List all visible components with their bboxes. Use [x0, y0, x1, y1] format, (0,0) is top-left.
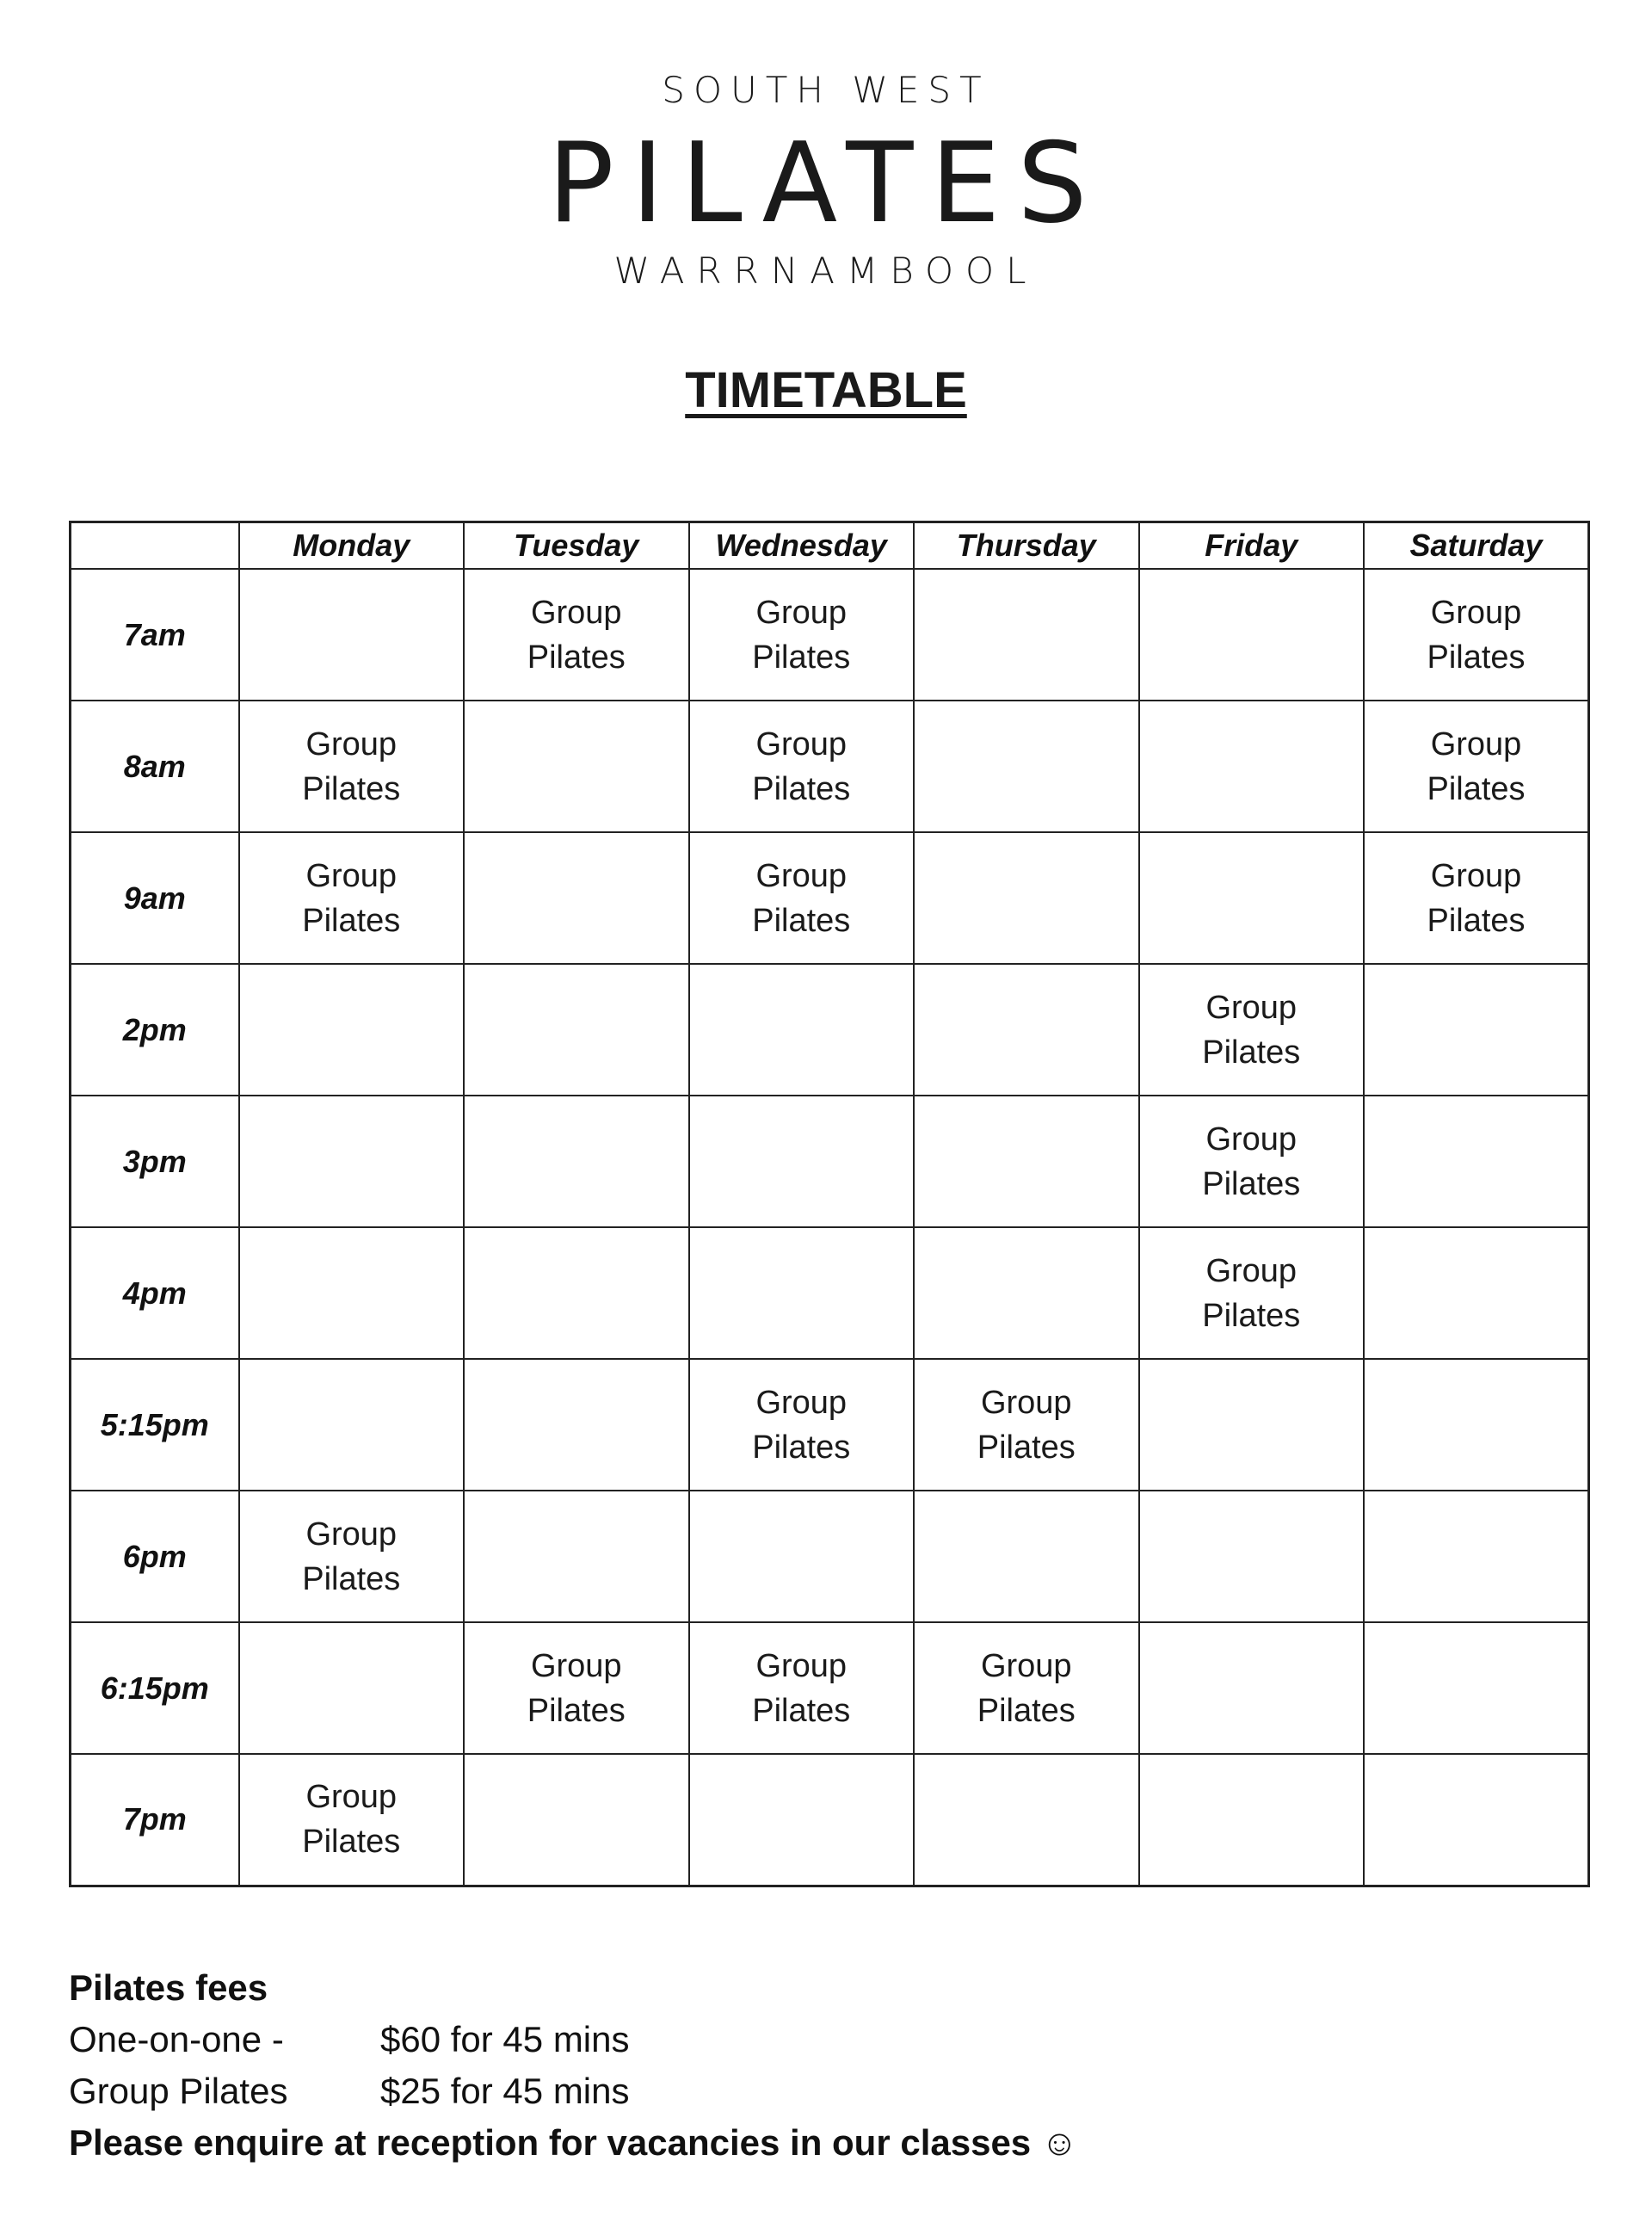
empty-cell [464, 1227, 689, 1359]
empty-cell [914, 1096, 1139, 1227]
brand-top-text: SOUTH WEST [662, 69, 990, 111]
time-label: 9am [71, 832, 239, 964]
empty-cell [239, 1096, 465, 1227]
timetable-row [71, 964, 1589, 1096]
class-name-line: Group [305, 1516, 398, 1553]
class-cell [914, 1359, 1139, 1491]
class-cell [1364, 569, 1589, 701]
class-cell [464, 1622, 689, 1754]
empty-cell [1364, 1096, 1589, 1227]
empty-cell [1364, 1754, 1589, 1886]
class-name-line: Pilates [302, 1560, 401, 1597]
fee-label: Group Pilates [69, 2071, 288, 2111]
fees-heading: Pilates fees [69, 1967, 268, 2008]
empty-cell [914, 964, 1139, 1096]
day-header: Friday [1139, 522, 1365, 570]
class-name-line: Group [980, 1384, 1072, 1421]
empty-cell [239, 569, 465, 701]
empty-cell [689, 1754, 915, 1886]
day-header: Tuesday [464, 522, 689, 570]
class-name-line: Group [1205, 1121, 1298, 1158]
empty-cell [914, 701, 1139, 832]
timetable-row [71, 569, 1589, 701]
class-cell [914, 1622, 1139, 1754]
timetable-header-row [71, 522, 1589, 570]
empty-cell [1139, 1359, 1365, 1491]
empty-cell [914, 1227, 1139, 1359]
class-name-line: Pilates [1202, 1165, 1301, 1202]
empty-cell [689, 1227, 915, 1359]
class-name-line: Group [1430, 725, 1522, 762]
timetable [69, 521, 1590, 1887]
empty-cell [1139, 832, 1365, 964]
empty-cell [1139, 1491, 1365, 1622]
class-cell [239, 1491, 465, 1622]
fees-note: Please enquire at reception for vacancies in our classes ☺ [69, 2122, 1078, 2163]
empty-cell [1139, 701, 1365, 832]
class-name-line: Pilates [1202, 1297, 1301, 1334]
time-label: 2pm [71, 964, 239, 1096]
time-label: 3pm [71, 1096, 239, 1227]
fee-row [69, 2014, 1532, 2065]
class-cell [239, 832, 465, 964]
class-name-line: Group [305, 1779, 398, 1816]
fee-row [69, 2065, 1532, 2117]
timetable-row [71, 1754, 1589, 1886]
empty-cell [464, 701, 689, 832]
timetable-row [71, 1491, 1589, 1622]
class-name-line: Group [1430, 857, 1522, 894]
class-cell [689, 1622, 915, 1754]
class-name-line: Pilates [752, 1429, 851, 1466]
class-name-line: Pilates [752, 639, 851, 676]
class-cell [1364, 701, 1589, 832]
fee-price: $60 for 45 mins [380, 2019, 630, 2059]
timetable-row [71, 701, 1589, 832]
class-name-line: Group [1205, 989, 1298, 1026]
timetable-row [71, 1096, 1589, 1227]
class-name-line: Group [755, 594, 848, 631]
class-cell [689, 832, 915, 964]
empty-cell [464, 964, 689, 1096]
empty-cell [464, 1359, 689, 1491]
timetable-row [71, 1622, 1589, 1754]
empty-cell [464, 832, 689, 964]
timetable-body [71, 569, 1589, 1886]
fees-section [69, 1962, 1532, 2169]
class-cell [1364, 832, 1589, 964]
class-cell [239, 701, 465, 832]
class-name-line: Pilates [752, 902, 851, 939]
time-label: 7am [71, 569, 239, 701]
empty-cell [914, 1754, 1139, 1886]
class-cell [1139, 1096, 1365, 1227]
class-name-line: Pilates [977, 1429, 1076, 1466]
class-name-line: Pilates [302, 1824, 401, 1861]
class-name-line: Pilates [527, 1692, 626, 1729]
class-name-line: Group [305, 725, 398, 762]
class-name-line: Group [305, 857, 398, 894]
time-label: 7pm [71, 1754, 239, 1886]
class-name-line: Group [530, 594, 622, 631]
class-name-line: Group [755, 725, 848, 762]
empty-cell [914, 569, 1139, 701]
corner-cell [71, 522, 239, 570]
fee-price: $25 for 45 mins [380, 2071, 630, 2111]
class-cell [1139, 1227, 1365, 1359]
class-name-line: Group [980, 1647, 1072, 1684]
timetable-row [71, 1359, 1589, 1491]
class-name-line: Pilates [302, 770, 401, 807]
empty-cell [689, 964, 915, 1096]
class-name-line: Pilates [527, 639, 626, 676]
empty-cell [239, 1622, 465, 1754]
class-name-line: Pilates [1427, 639, 1526, 676]
class-name-line: Pilates [1427, 902, 1526, 939]
time-label: 6pm [71, 1491, 239, 1622]
class-cell [689, 569, 915, 701]
class-name-line: Pilates [752, 770, 851, 807]
empty-cell [239, 964, 465, 1096]
class-name-line: Pilates [752, 1692, 851, 1729]
day-header: Wednesday [689, 522, 915, 570]
class-name-line: Pilates [1202, 1034, 1301, 1071]
class-name-line: Group [755, 857, 848, 894]
class-name-line: Group [530, 1647, 622, 1684]
empty-cell [914, 832, 1139, 964]
class-cell [689, 1359, 915, 1491]
empty-cell [1364, 1622, 1589, 1754]
day-header: Saturday [1364, 522, 1589, 570]
empty-cell [1364, 964, 1589, 1096]
class-name-line: Group [1205, 1252, 1298, 1289]
class-cell [689, 701, 915, 832]
time-label: 6:15pm [71, 1622, 239, 1754]
empty-cell [1139, 1754, 1365, 1886]
time-label: 4pm [71, 1227, 239, 1359]
day-header: Monday [239, 522, 465, 570]
empty-cell [914, 1491, 1139, 1622]
empty-cell [239, 1359, 465, 1491]
empty-cell [1364, 1227, 1589, 1359]
empty-cell [239, 1227, 465, 1359]
class-name-line: Pilates [302, 902, 401, 939]
class-cell [239, 1754, 465, 1886]
empty-cell [1139, 1622, 1365, 1754]
class-cell [464, 569, 689, 701]
fee-label: One-on-one - [69, 2019, 284, 2059]
time-label: 5:15pm [71, 1359, 239, 1491]
class-name-line: Group [755, 1384, 848, 1421]
class-name-line: Pilates [977, 1692, 1076, 1729]
empty-cell [1139, 569, 1365, 701]
class-cell [1139, 964, 1365, 1096]
empty-cell [464, 1754, 689, 1886]
brand-logo-text: PILATES [547, 120, 1105, 248]
time-label: 8am [71, 701, 239, 832]
class-name-line: Group [1430, 594, 1522, 631]
class-name-line: Group [755, 1647, 848, 1684]
empty-cell [1364, 1359, 1589, 1491]
empty-cell [464, 1491, 689, 1622]
page-title: TIMETABLE [685, 362, 967, 418]
class-name-line: Pilates [1427, 770, 1526, 807]
brand-location-text: WARRNAMBOOL [613, 250, 1039, 292]
empty-cell [689, 1096, 915, 1227]
empty-cell [464, 1096, 689, 1227]
empty-cell [1364, 1491, 1589, 1622]
timetable-row [71, 832, 1589, 964]
day-header: Thursday [914, 522, 1139, 570]
empty-cell [689, 1491, 915, 1622]
timetable-row [71, 1227, 1589, 1359]
